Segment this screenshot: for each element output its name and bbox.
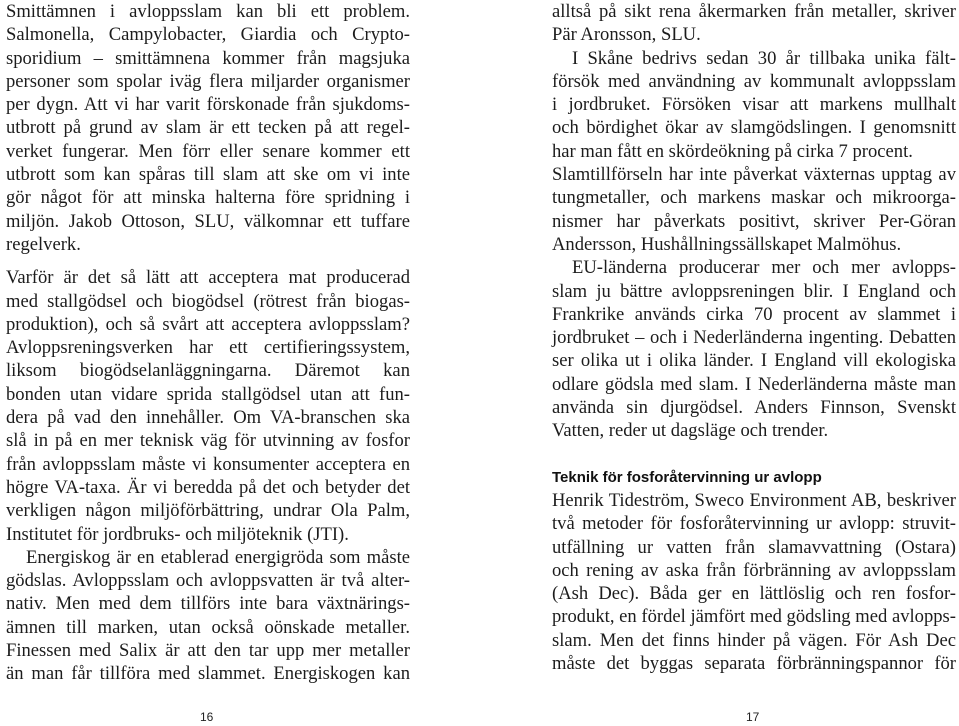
page-number: 16 xyxy=(200,710,214,724)
text-line: ser olika ut i olika länder. I England vill ekologiska xyxy=(552,350,956,372)
text-line: nismer har påverkats positivt, skriver Per-Göran xyxy=(552,210,956,232)
text-line: Salmonella, Campylobacter, Giardia och Crypto- xyxy=(6,24,410,46)
text-line: nativ. Men med dem tillförs inte bara växtnärings- xyxy=(6,593,410,615)
text-line: per dygn. Att vi har varit förskonade från sjukdoms- xyxy=(6,94,410,116)
paragraph-phosphorus-methods xyxy=(552,489,956,675)
text-line: verket fungerar. Men förr eller senare kommer ett xyxy=(6,140,410,162)
text-line: försök med användning av kommunalt avloppsslam xyxy=(552,70,956,92)
text-line: utbrott som kan spåras till slam att ske om vi inte xyxy=(6,164,410,186)
text-line: Vatten, reder ut dagsläge och trender. xyxy=(552,420,829,442)
text-line: än man får tillföra med slammet. Energiskogen kan xyxy=(6,663,410,685)
paragraph-heavy-metals xyxy=(552,163,956,256)
section-heading: Teknik för fosforåtervinning ur avlopp xyxy=(552,468,822,486)
paragraph-eu-countries xyxy=(552,256,956,442)
text-line: Finessen med Salix är att den tar upp mer metaller xyxy=(6,640,410,662)
text-line: gödslas. Avloppsslam och avloppsvatten är två alter- xyxy=(6,570,410,592)
text-line: har man fått en skördeökning på cirka 7 procent. xyxy=(552,140,913,162)
text-line: Varför är det så lätt att acceptera mat producerad xyxy=(6,267,410,289)
section-spacer xyxy=(552,443,956,466)
text-line: slam. Men det finns hinder på vägen. För Ash Dec xyxy=(552,629,956,651)
text-line: liksom biogödselanläggningarna. Däremot kan xyxy=(6,360,410,382)
text-line: jordbruket – och i Nederländerna ingenting. Debatten xyxy=(552,327,956,349)
text-line: och bördighet ökar av slamgödslingen. I genomsnitt xyxy=(552,117,956,139)
text-line: i jordbruket. Försöken visar att markens mullhalt xyxy=(552,94,956,116)
text-line: slam ju bättre avloppsreningen blir. I England och xyxy=(552,280,956,302)
left-column xyxy=(6,0,410,686)
text-line: gör något för att minska halterna före spridning i xyxy=(6,187,410,209)
text-line: använda sin djurgödsel. Anders Finnson, Svenskt xyxy=(552,397,956,419)
right-column xyxy=(552,0,956,675)
text-line: Institutet för jordbruks- och miljöteknik (JTI). xyxy=(6,523,349,545)
text-line: utbrott på grund av slam är ett tecken på att regel- xyxy=(6,117,410,139)
text-line: två metoder för fosforåtervinning ur avlopp: struvit- xyxy=(552,513,956,535)
text-line: med stallgödsel och biogödsel (rötrest från biogas- xyxy=(6,290,410,312)
text-line: ämnen till marken, utan också oönskade metaller. xyxy=(6,616,410,638)
text-line: högre VA-taxa. Är vi beredda på det och betyder det xyxy=(6,476,410,498)
text-line: Smittämnen i avloppsslam kan bli ett problem. xyxy=(6,1,410,22)
text-line: Andersson, Hushållningssällskapet Malmöhus. xyxy=(552,233,902,255)
text-line: EU-länderna producerar mer och mer avlopps- xyxy=(572,257,956,279)
text-line: I Skåne bedrivs sedan 30 år tillbaka unika fält- xyxy=(572,47,956,69)
text-line: Pär Aronsson, SLU. xyxy=(552,24,701,46)
text-line: dera på vad den innehåller. Om VA-branschen ska xyxy=(6,407,410,429)
text-line: tungmetaller, och markens maskar och mikroorga- xyxy=(552,187,956,209)
text-line: (Ash Dec). Båda ger en lättlöslig och ren fosfor- xyxy=(552,583,956,605)
text-line: produktion), och så svårt att acceptera avloppsslam? xyxy=(6,313,410,335)
text-line: utfällning ur vatten från slamavvattning (Ostara) xyxy=(552,536,956,558)
text-line: verkligen någon miljöförbättring, undrar Ola Palm, xyxy=(6,500,410,522)
paragraph-energy-forest xyxy=(6,546,410,686)
text-line: Henrik Tideström, Sweco Environment AB, beskriver xyxy=(552,489,956,511)
text-line: slå in på en mer teknisk väg för utvinning av fosfor xyxy=(6,430,410,452)
text-line: Frankrike används cirka 70 procent av slammet i xyxy=(552,303,956,325)
text-line: regelverk. xyxy=(6,233,81,255)
text-line: måste det byggas separata förbränningspannor för xyxy=(552,653,956,675)
paragraph-manure-acceptance xyxy=(6,266,410,546)
text-line: Avloppsreningsverken har ett certifieringssystem, xyxy=(6,337,410,359)
text-line: och rening av aska från förbränning av avloppsslam xyxy=(552,559,956,581)
text-line: från avloppsslam måste vi konsumenter acceptera en xyxy=(6,453,410,475)
text-line: alltså på sikt rena åkermarken från metaller, skriver xyxy=(552,1,956,22)
text-line: produkt, en fördel jämfört med gödsling med avlopps- xyxy=(552,606,956,628)
page-number: 17 xyxy=(746,710,760,724)
text-line: personer som spolar iväg flera miljarder organismer xyxy=(6,70,410,92)
paragraph-sludge-pathogens xyxy=(6,0,410,256)
paragraph-continued xyxy=(552,0,956,47)
text-line: Energiskog är en etablerad energigröda som måste xyxy=(26,546,410,568)
text-line: sporidium – smittämnena kommer från magsjuka xyxy=(6,47,410,69)
paragraph-skane-trials xyxy=(552,47,956,163)
text-line: Slamtillförseln har inte påverkat växternas upptag av xyxy=(552,164,956,186)
text-line: odlare gödsla med slam. I Nederländerna måste man xyxy=(552,373,956,395)
paragraph-spacer xyxy=(6,256,410,266)
text-line: bonden utan vidare sprida stallgödsel utan att fun- xyxy=(6,383,410,405)
text-line: miljön. Jakob Ottoson, SLU, välkomnar ett tuffare xyxy=(6,210,410,232)
